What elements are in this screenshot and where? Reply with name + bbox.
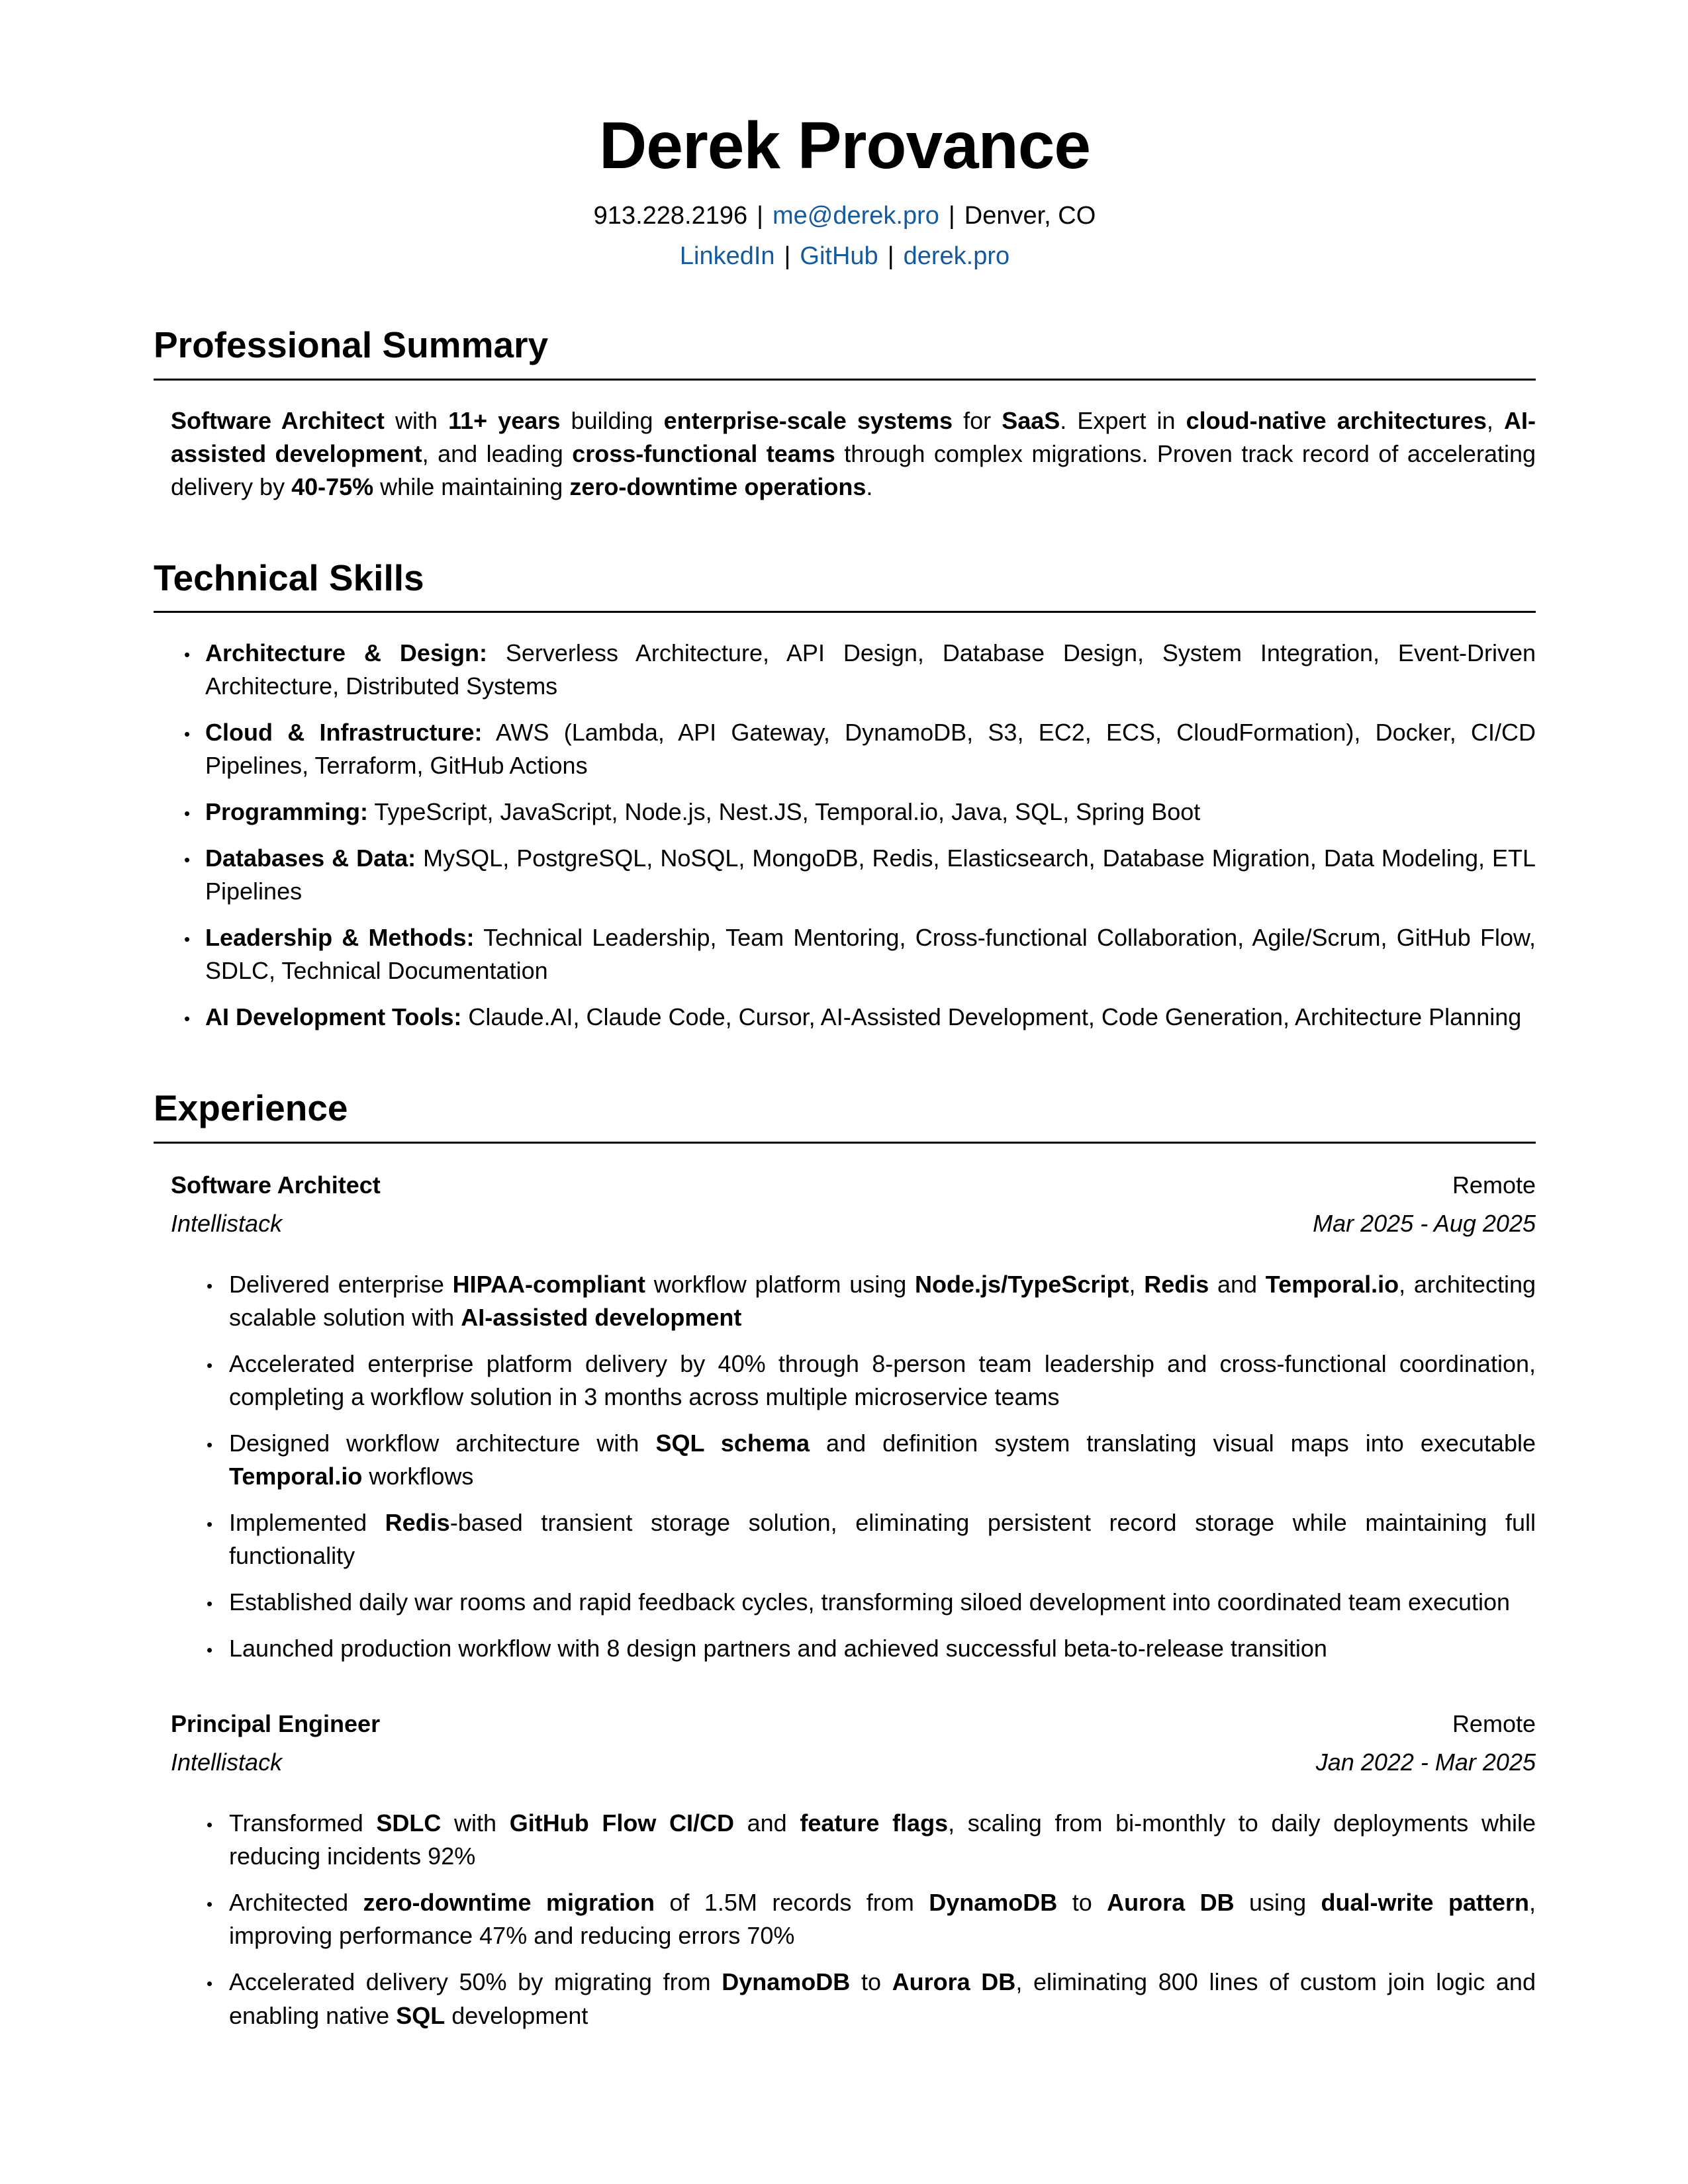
text-run: , <box>1486 406 1504 434</box>
text-run: and <box>1209 1270 1266 1298</box>
text-run: , scaling from bi-monthly to daily deployments while reducing incidents 92% <box>229 1809 1536 1870</box>
bold-text: SDLC <box>376 1809 442 1837</box>
text-run: , eliminating 800 lines of custom join logic and enabling native <box>229 1968 1536 2029</box>
skill-item <box>171 796 1536 829</box>
bold-text: cloud-native architectures <box>1186 406 1487 434</box>
bold-text: Cloud & Infrastructure: <box>205 719 483 747</box>
skill-item <box>171 1001 1536 1034</box>
links-line <box>154 242 1536 271</box>
text-run: through complex migrations. Proven track record of accelerating delivery by <box>171 439 1536 500</box>
text-run: Technical Leadership, Team Mentoring, Cross-functional Collaboration, Agile/Scrum, GitHub Flow, SDLC, Technical Documentation <box>205 924 1536 985</box>
job-location: Remote <box>1452 1171 1536 1199</box>
text-run: Architected <box>229 1889 363 1917</box>
text-run: Accelerated delivery 50% by migrating from <box>229 1968 722 1996</box>
section-body <box>171 1169 1536 2032</box>
text-run: TypeScript, JavaScript, Node.js, Nest.JS, Temporal.io, Java, SQL, Spring Boot <box>368 798 1201 826</box>
section-title: Experience <box>154 1088 1536 1144</box>
text-run: Implemented <box>229 1509 385 1537</box>
bold-text: Leadership & Methods: <box>205 924 475 952</box>
text-run: Established daily war rooms and rapid feedback cycles, transforming siloed development into coordinated team execution <box>229 1588 1511 1616</box>
bold-text: zero-downtime migration <box>363 1889 655 1917</box>
summary-paragraph <box>171 404 1536 504</box>
text-run: -based transient storage solution, eliminating persistent record storage while maintaining full functionality <box>229 1509 1536 1570</box>
skill-item <box>171 842 1536 908</box>
bold-text: enterprise-scale systems <box>663 406 953 434</box>
bold-text: cross-functional teams <box>572 439 835 467</box>
text-run: and definition system translating visual maps into executable <box>809 1430 1536 1457</box>
bold-text: DynamoDB <box>722 1968 851 1996</box>
bold-text: Node.js/TypeScript <box>915 1270 1129 1298</box>
separator: | <box>887 242 894 270</box>
bold-text: GitHub Flow CI/CD <box>509 1809 734 1837</box>
text-run: MySQL, PostgreSQL, NoSQL, MongoDB, Redis, Elasticsearch, Database Migration, Data Modeling, ETL Pipelines <box>205 844 1536 905</box>
job-subheader-row <box>171 1746 1536 1779</box>
sections-container <box>154 325 1536 2032</box>
job-entry <box>171 1169 1536 1665</box>
bold-text: SaaS <box>1002 406 1060 434</box>
phone-number: 913.228.2196 <box>593 202 748 230</box>
job-bullet-item <box>171 1427 1536 1493</box>
job-header-row <box>171 1707 1536 1741</box>
skill-item <box>171 716 1536 782</box>
job-bullet-item <box>171 1347 1536 1414</box>
separator: | <box>757 202 763 230</box>
text-run: Claude.AI, Claude Code, Cursor, AI-Assisted Development, Code Generation, Architecture Planning <box>461 1003 1522 1031</box>
job-dates: Jan 2022 - Mar 2025 <box>1315 1749 1536 1776</box>
text-run: Launched production workflow with 8 design partners and achieved successful beta-to-release transition <box>229 1635 1327 1662</box>
job-bullet-list <box>171 1268 1536 1665</box>
bold-text: HIPAA-compliant <box>452 1270 645 1298</box>
job-bullet-item <box>171 1632 1536 1665</box>
bold-text: Redis <box>385 1509 450 1537</box>
text-run: with <box>384 406 449 434</box>
bold-text: Databases & Data: <box>205 844 416 872</box>
linkedin-link[interactable]: LinkedIn <box>679 242 775 270</box>
candidate-name: Derek Provance <box>598 109 1090 183</box>
bold-text: DynamoDB <box>929 1889 1058 1917</box>
text-run: and <box>733 1809 800 1837</box>
job-bullet-item <box>171 1506 1536 1572</box>
job-header-row <box>171 1169 1536 1202</box>
location-text: Denver, CO <box>964 202 1096 230</box>
job-location: Remote <box>1452 1710 1536 1738</box>
skill-item <box>171 637 1536 703</box>
bold-text: AI Development Tools: <box>205 1003 462 1031</box>
bold-text: Aurora DB <box>1107 1889 1235 1917</box>
bold-text: Aurora DB <box>892 1968 1016 1996</box>
bold-text: feature flags <box>800 1809 949 1837</box>
resume-header <box>154 109 1536 271</box>
bold-text: AI-assisted development <box>461 1304 742 1331</box>
job-dates: Mar 2025 - Aug 2025 <box>1313 1209 1536 1237</box>
text-run: of 1.5M records from <box>654 1889 929 1917</box>
section-title: Technical Skills <box>154 558 1536 614</box>
text-run: workflow platform using <box>645 1270 915 1298</box>
job-bullet-item <box>171 1886 1536 1952</box>
section-body <box>171 404 1536 504</box>
job-bullet-item <box>171 1268 1536 1334</box>
contact-line <box>154 202 1536 230</box>
resume-section <box>154 1088 1536 2032</box>
skill-item <box>171 921 1536 987</box>
text-run: Serverless Architecture, API Design, Database Design, System Integration, Event-Driven Architecture, Distributed Systems <box>205 639 1536 700</box>
skills-list <box>171 637 1536 1034</box>
text-run: Delivered enterprise <box>229 1270 453 1298</box>
text-run: , <box>1129 1270 1145 1298</box>
job-bullet-item <box>171 1586 1536 1619</box>
github-link[interactable]: GitHub <box>800 242 878 270</box>
derekpro-link[interactable]: derek.pro <box>903 242 1010 270</box>
bold-text: dual-write pattern <box>1321 1889 1530 1917</box>
separator: | <box>948 202 955 230</box>
bold-text: zero-downtime operations <box>569 473 867 500</box>
job-bullet-item <box>171 1807 1536 1873</box>
text-run: to <box>850 1968 892 1996</box>
bold-text: Programming: <box>205 798 369 826</box>
text-run: . Expert in <box>1060 406 1186 434</box>
bold-text: Redis <box>1144 1270 1209 1298</box>
job-entry <box>171 1707 1536 2032</box>
job-company: Intellistack <box>171 1209 283 1237</box>
text-run: for <box>953 406 1002 434</box>
text-run: with <box>441 1809 510 1837</box>
section-title: Professional Summary <box>154 325 1536 381</box>
bold-text: 40-75% <box>291 473 374 500</box>
separator: | <box>784 242 791 270</box>
job-title: Principal Engineer <box>171 1710 381 1738</box>
job-bullet-item <box>171 1966 1536 2032</box>
text-run: using <box>1234 1889 1321 1917</box>
job-title: Software Architect <box>171 1171 381 1199</box>
bold-text: AI-assisted development <box>171 406 1536 467</box>
bold-text: Temporal.io <box>229 1463 363 1490</box>
bold-text: Architecture & Design: <box>205 639 487 667</box>
text-run: to <box>1057 1889 1107 1917</box>
text-run: while maintaining <box>373 473 570 500</box>
text-run: , improving performance 47% and reducing errors 70% <box>229 1889 1536 1950</box>
text-run: , architecting scalable solution with <box>229 1270 1536 1331</box>
job-subheader-row <box>171 1207 1536 1240</box>
job-company: Intellistack <box>171 1749 283 1776</box>
text-run: Designed workflow architecture with <box>229 1430 656 1457</box>
text-run: development <box>445 2001 588 2029</box>
text-run: Transformed <box>229 1809 377 1837</box>
text-run: , and leading <box>422 439 573 467</box>
bold-text: SQL <box>396 2001 445 2029</box>
resume-section <box>154 325 1536 504</box>
bold-text: Temporal.io <box>1265 1270 1399 1298</box>
section-body <box>171 637 1536 1034</box>
text-run: Accelerated enterprise platform delivery by 40% through 8-person team leadership and cross-functional coordination, completing a workflow solution in 3 months across multiple microservice teams <box>229 1350 1536 1411</box>
bold-text: 11+ years <box>448 406 561 434</box>
text-run: AWS (Lambda, API Gateway, DynamoDB, S3, EC2, ECS, CloudFormation), Docker, CI/CD Pipelines, Terraform, GitHub Actions <box>205 719 1536 780</box>
job-bullet-list <box>171 1807 1536 2032</box>
text-run: . <box>866 473 873 500</box>
text-run: workflows <box>362 1463 474 1490</box>
resume-section <box>154 558 1536 1034</box>
text-run: building <box>560 406 664 434</box>
bold-text: SQL schema <box>655 1430 810 1457</box>
bold-text: Software Architect <box>171 406 385 434</box>
email-link[interactable]: me@derek.pro <box>773 202 939 230</box>
